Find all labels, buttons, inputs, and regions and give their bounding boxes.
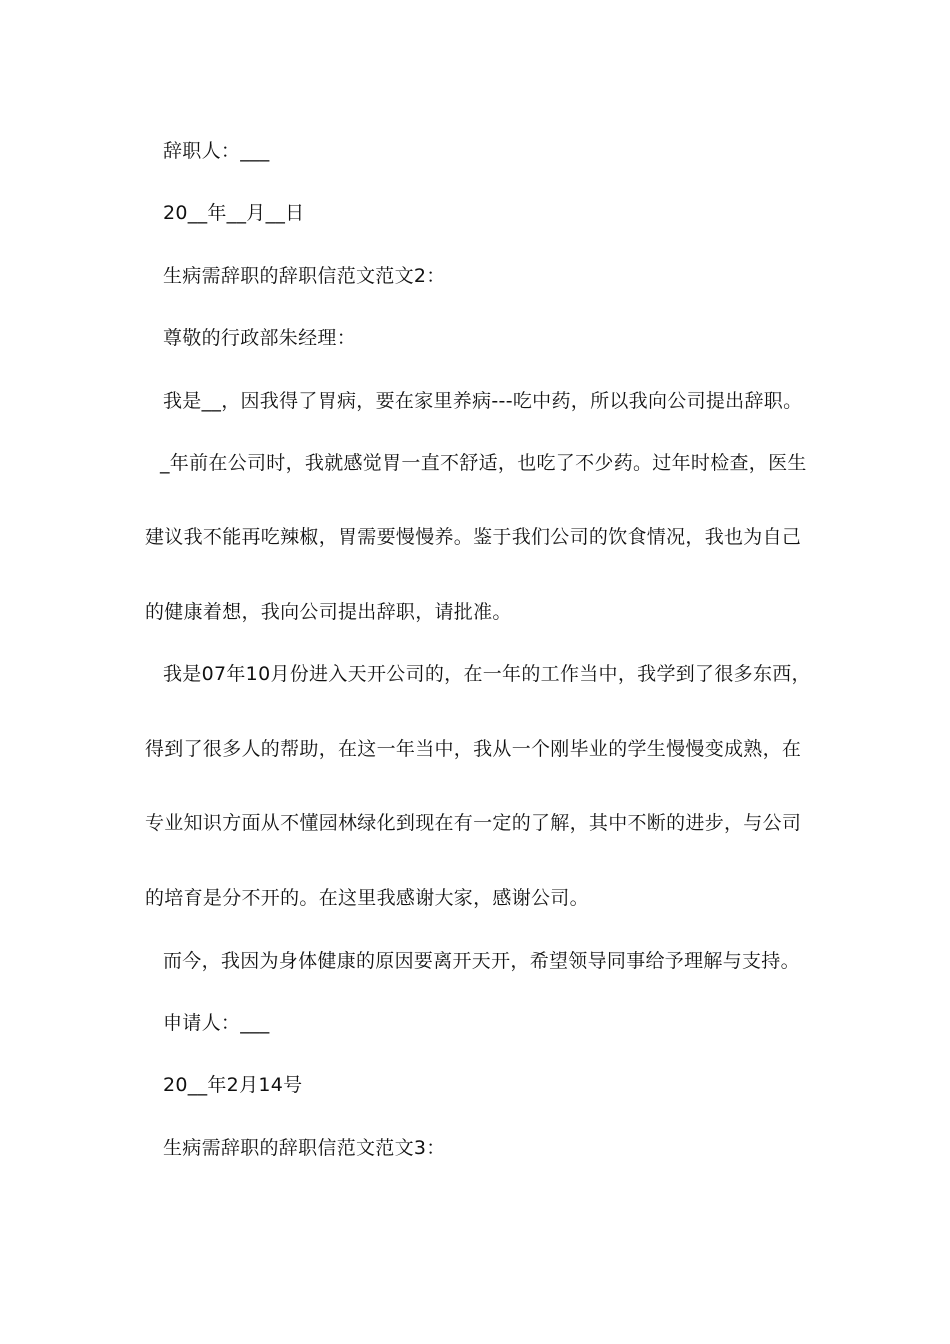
application-date-line: 20__年2月14号 [163, 1074, 303, 1096]
section-heading-3: 生病需辞职的辞职信范文范文3： [163, 1137, 446, 1159]
section-heading-2: 生病需辞职的辞职信范文范文2： [163, 265, 446, 287]
body-paragraph-3-line-1: 我是07年10月份进入天开公司的，在一年的工作当中，我学到了很多东西， [163, 663, 811, 685]
date-line: 20__年__月__日 [163, 202, 305, 224]
body-paragraph-3-line-3: 专业知识方面从不懂园林绿化到现在有一定的了解，其中不断的进步，与公司 [145, 812, 802, 834]
salutation: 尊敬的行政部朱经理： [163, 327, 357, 349]
body-paragraph-1: 我是__，因我得了胃病，要在家里养病---吃中药，所以我向公司提出辞职。 [163, 390, 803, 412]
body-paragraph-2-line-1: _年前在公司时，我就感觉胃一直不舒适，也吃了不少药。过年时检查，医生 [160, 452, 807, 474]
body-paragraph-2-line-2: 建议我不能再吃辣椒，胃需要慢慢养。鉴于我们公司的饮食情况，我也为自己 [145, 526, 802, 548]
body-paragraph-3-line-2: 得到了很多人的帮助，在这一年当中，我从一个刚毕业的学生慢慢变成熟，在 [145, 738, 802, 760]
applicant-signature-line: 申请人：___ [163, 1012, 270, 1034]
body-paragraph-3-line-4: 的培育是分不开的。在这里我感谢大家，感谢公司。 [145, 887, 589, 909]
resigner-signature-line: 辞职人：___ [163, 140, 270, 162]
body-paragraph-4: 而今，我因为身体健康的原因要离开天开，希望领导同事给予理解与支持。 [163, 950, 800, 972]
body-paragraph-2-line-3: 的健康着想，我向公司提出辞职，请批准。 [145, 601, 512, 623]
